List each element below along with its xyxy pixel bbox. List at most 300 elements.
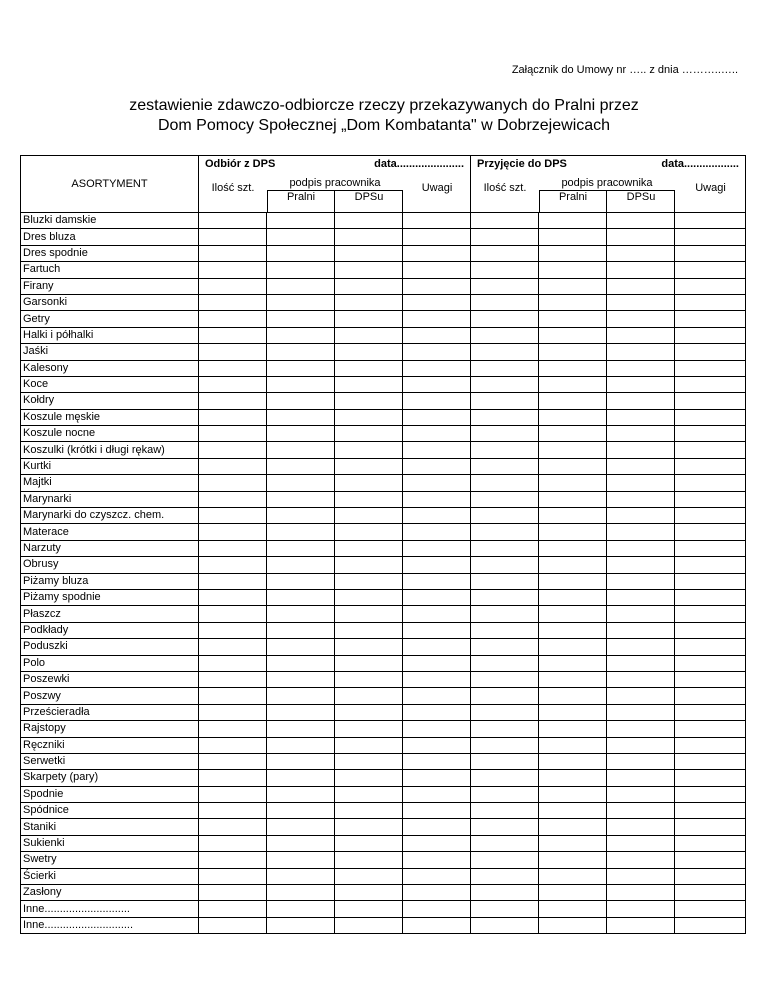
receipt-dps-sign-cell[interactable] [607,786,675,802]
pickup-qty-cell[interactable] [199,803,267,819]
pickup-laundry-sign-cell[interactable] [267,294,335,310]
receipt-dps-sign-cell[interactable] [607,262,675,278]
pickup-notes-cell[interactable] [403,262,471,278]
receipt-dps-sign-cell[interactable] [607,426,675,442]
pickup-dps-sign-cell[interactable] [335,360,403,376]
pickup-qty-cell[interactable] [199,213,267,229]
receipt-notes-cell[interactable] [675,508,746,524]
receipt-notes-cell[interactable] [675,262,746,278]
receipt-notes-cell[interactable] [675,721,746,737]
receipt-qty-cell[interactable] [471,344,539,360]
pickup-laundry-sign-cell[interactable] [267,327,335,343]
pickup-qty-cell[interactable] [199,868,267,884]
receipt-laundry-sign-cell[interactable] [539,442,607,458]
pickup-laundry-sign-cell[interactable] [267,885,335,901]
receipt-dps-sign-cell[interactable] [607,409,675,425]
receipt-notes-cell[interactable] [675,458,746,474]
receipt-dps-sign-cell[interactable] [607,213,675,229]
pickup-notes-cell[interactable] [403,786,471,802]
receipt-notes-cell[interactable] [675,344,746,360]
receipt-notes-cell[interactable] [675,311,746,327]
receipt-dps-sign-cell[interactable] [607,245,675,261]
receipt-notes-cell[interactable] [675,376,746,392]
pickup-notes-cell[interactable] [403,327,471,343]
pickup-notes-cell[interactable] [403,819,471,835]
receipt-qty-cell[interactable] [471,901,539,917]
pickup-qty-cell[interactable] [199,409,267,425]
receipt-laundry-sign-cell[interactable] [539,885,607,901]
receipt-laundry-sign-cell[interactable] [539,868,607,884]
receipt-laundry-sign-cell[interactable] [539,262,607,278]
receipt-qty-cell[interactable] [471,311,539,327]
pickup-notes-cell[interactable] [403,344,471,360]
receipt-notes-cell[interactable] [675,786,746,802]
pickup-notes-cell[interactable] [403,753,471,769]
pickup-dps-sign-cell[interactable] [335,311,403,327]
receipt-qty-cell[interactable] [471,245,539,261]
pickup-notes-cell[interactable] [403,622,471,638]
receipt-qty-cell[interactable] [471,606,539,622]
pickup-dps-sign-cell[interactable] [335,442,403,458]
receipt-laundry-sign-cell[interactable] [539,213,607,229]
pickup-laundry-sign-cell[interactable] [267,917,335,933]
receipt-notes-cell[interactable] [675,393,746,409]
receipt-qty-cell[interactable] [471,737,539,753]
pickup-qty-cell[interactable] [199,327,267,343]
pickup-laundry-sign-cell[interactable] [267,278,335,294]
pickup-qty-cell[interactable] [199,229,267,245]
receipt-qty-cell[interactable] [471,639,539,655]
receipt-qty-cell[interactable] [471,491,539,507]
pickup-qty-cell[interactable] [199,819,267,835]
receipt-notes-cell[interactable] [675,409,746,425]
pickup-qty-cell[interactable] [199,753,267,769]
pickup-qty-cell[interactable] [199,901,267,917]
pickup-qty-cell[interactable] [199,360,267,376]
receipt-laundry-sign-cell[interactable] [539,311,607,327]
receipt-qty-cell[interactable] [471,458,539,474]
receipt-dps-sign-cell[interactable] [607,770,675,786]
receipt-notes-cell[interactable] [675,475,746,491]
pickup-qty-cell[interactable] [199,917,267,933]
receipt-notes-cell[interactable] [675,606,746,622]
pickup-notes-cell[interactable] [403,376,471,392]
receipt-dps-sign-cell[interactable] [607,311,675,327]
receipt-notes-cell[interactable] [675,655,746,671]
pickup-dps-sign-cell[interactable] [335,327,403,343]
receipt-notes-cell[interactable] [675,639,746,655]
receipt-qty-cell[interactable] [471,426,539,442]
pickup-qty-cell[interactable] [199,852,267,868]
pickup-qty-cell[interactable] [199,311,267,327]
pickup-laundry-sign-cell[interactable] [267,458,335,474]
pickup-laundry-sign-cell[interactable] [267,721,335,737]
pickup-dps-sign-cell[interactable] [335,852,403,868]
receipt-qty-cell[interactable] [471,508,539,524]
receipt-notes-cell[interactable] [675,835,746,851]
receipt-dps-sign-cell[interactable] [607,622,675,638]
pickup-dps-sign-cell[interactable] [335,376,403,392]
receipt-dps-sign-cell[interactable] [607,393,675,409]
receipt-laundry-sign-cell[interactable] [539,852,607,868]
receipt-laundry-sign-cell[interactable] [539,770,607,786]
receipt-notes-cell[interactable] [675,803,746,819]
pickup-notes-cell[interactable] [403,737,471,753]
pickup-laundry-sign-cell[interactable] [267,376,335,392]
receipt-qty-cell[interactable] [471,885,539,901]
receipt-dps-sign-cell[interactable] [607,671,675,687]
pickup-qty-cell[interactable] [199,573,267,589]
pickup-laundry-sign-cell[interactable] [267,819,335,835]
pickup-qty-cell[interactable] [199,557,267,573]
receipt-notes-cell[interactable] [675,885,746,901]
receipt-laundry-sign-cell[interactable] [539,786,607,802]
receipt-notes-cell[interactable] [675,294,746,310]
receipt-laundry-sign-cell[interactable] [539,639,607,655]
receipt-qty-cell[interactable] [471,393,539,409]
receipt-dps-sign-cell[interactable] [607,360,675,376]
pickup-qty-cell[interactable] [199,458,267,474]
receipt-dps-sign-cell[interactable] [607,917,675,933]
receipt-qty-cell[interactable] [471,917,539,933]
receipt-qty-cell[interactable] [471,852,539,868]
pickup-dps-sign-cell[interactable] [335,491,403,507]
pickup-laundry-sign-cell[interactable] [267,573,335,589]
receipt-laundry-sign-cell[interactable] [539,704,607,720]
pickup-dps-sign-cell[interactable] [335,639,403,655]
pickup-laundry-sign-cell[interactable] [267,655,335,671]
pickup-dps-sign-cell[interactable] [335,737,403,753]
receipt-qty-cell[interactable] [471,278,539,294]
receipt-laundry-sign-cell[interactable] [539,229,607,245]
pickup-qty-cell[interactable] [199,671,267,687]
receipt-laundry-sign-cell[interactable] [539,491,607,507]
receipt-dps-sign-cell[interactable] [607,803,675,819]
receipt-qty-cell[interactable] [471,786,539,802]
receipt-laundry-sign-cell[interactable] [539,917,607,933]
pickup-laundry-sign-cell[interactable] [267,688,335,704]
pickup-dps-sign-cell[interactable] [335,901,403,917]
receipt-dps-sign-cell[interactable] [607,655,675,671]
pickup-notes-cell[interactable] [403,589,471,605]
pickup-notes-cell[interactable] [403,885,471,901]
pickup-notes-cell[interactable] [403,458,471,474]
pickup-qty-cell[interactable] [199,737,267,753]
pickup-qty-cell[interactable] [199,721,267,737]
receipt-laundry-sign-cell[interactable] [539,278,607,294]
pickup-notes-cell[interactable] [403,852,471,868]
receipt-notes-cell[interactable] [675,360,746,376]
receipt-laundry-sign-cell[interactable] [539,803,607,819]
pickup-notes-cell[interactable] [403,213,471,229]
receipt-dps-sign-cell[interactable] [607,901,675,917]
pickup-laundry-sign-cell[interactable] [267,524,335,540]
receipt-notes-cell[interactable] [675,442,746,458]
pickup-laundry-sign-cell[interactable] [267,229,335,245]
pickup-qty-cell[interactable] [199,606,267,622]
receipt-qty-cell[interactable] [471,589,539,605]
receipt-notes-cell[interactable] [675,327,746,343]
receipt-dps-sign-cell[interactable] [607,294,675,310]
receipt-notes-cell[interactable] [675,671,746,687]
pickup-dps-sign-cell[interactable] [335,803,403,819]
receipt-qty-cell[interactable] [471,360,539,376]
receipt-dps-sign-cell[interactable] [607,721,675,737]
pickup-dps-sign-cell[interactable] [335,540,403,556]
pickup-qty-cell[interactable] [199,245,267,261]
receipt-laundry-sign-cell[interactable] [539,557,607,573]
receipt-dps-sign-cell[interactable] [607,475,675,491]
receipt-laundry-sign-cell[interactable] [539,688,607,704]
pickup-laundry-sign-cell[interactable] [267,311,335,327]
pickup-laundry-sign-cell[interactable] [267,393,335,409]
receipt-notes-cell[interactable] [675,491,746,507]
pickup-notes-cell[interactable] [403,639,471,655]
pickup-laundry-sign-cell[interactable] [267,835,335,851]
pickup-dps-sign-cell[interactable] [335,229,403,245]
receipt-laundry-sign-cell[interactable] [539,606,607,622]
pickup-notes-cell[interactable] [403,311,471,327]
pickup-laundry-sign-cell[interactable] [267,557,335,573]
receipt-notes-cell[interactable] [675,819,746,835]
receipt-dps-sign-cell[interactable] [607,819,675,835]
receipt-notes-cell[interactable] [675,540,746,556]
pickup-notes-cell[interactable] [403,491,471,507]
pickup-dps-sign-cell[interactable] [335,573,403,589]
pickup-dps-sign-cell[interactable] [335,786,403,802]
pickup-notes-cell[interactable] [403,557,471,573]
pickup-qty-cell[interactable] [199,393,267,409]
receipt-qty-cell[interactable] [471,868,539,884]
receipt-dps-sign-cell[interactable] [607,278,675,294]
receipt-qty-cell[interactable] [471,540,539,556]
receipt-qty-cell[interactable] [471,753,539,769]
pickup-laundry-sign-cell[interactable] [267,262,335,278]
receipt-notes-cell[interactable] [675,737,746,753]
receipt-notes-cell[interactable] [675,622,746,638]
pickup-notes-cell[interactable] [403,442,471,458]
receipt-qty-cell[interactable] [471,688,539,704]
receipt-dps-sign-cell[interactable] [607,327,675,343]
pickup-notes-cell[interactable] [403,475,471,491]
receipt-laundry-sign-cell[interactable] [539,327,607,343]
receipt-qty-cell[interactable] [471,376,539,392]
pickup-qty-cell[interactable] [199,376,267,392]
receipt-laundry-sign-cell[interactable] [539,360,607,376]
receipt-dps-sign-cell[interactable] [607,704,675,720]
pickup-notes-cell[interactable] [403,245,471,261]
receipt-qty-cell[interactable] [471,819,539,835]
pickup-laundry-sign-cell[interactable] [267,475,335,491]
receipt-qty-cell[interactable] [471,704,539,720]
pickup-laundry-sign-cell[interactable] [267,589,335,605]
pickup-dps-sign-cell[interactable] [335,753,403,769]
pickup-qty-cell[interactable] [199,524,267,540]
pickup-qty-cell[interactable] [199,475,267,491]
pickup-laundry-sign-cell[interactable] [267,639,335,655]
receipt-laundry-sign-cell[interactable] [539,721,607,737]
receipt-laundry-sign-cell[interactable] [539,524,607,540]
pickup-qty-cell[interactable] [199,655,267,671]
receipt-notes-cell[interactable] [675,229,746,245]
pickup-qty-cell[interactable] [199,835,267,851]
receipt-laundry-sign-cell[interactable] [539,294,607,310]
receipt-qty-cell[interactable] [471,475,539,491]
pickup-qty-cell[interactable] [199,262,267,278]
receipt-laundry-sign-cell[interactable] [539,753,607,769]
pickup-laundry-sign-cell[interactable] [267,508,335,524]
receipt-notes-cell[interactable] [675,573,746,589]
pickup-laundry-sign-cell[interactable] [267,245,335,261]
pickup-dps-sign-cell[interactable] [335,344,403,360]
pickup-dps-sign-cell[interactable] [335,770,403,786]
receipt-dps-sign-cell[interactable] [607,344,675,360]
pickup-dps-sign-cell[interactable] [335,655,403,671]
pickup-laundry-sign-cell[interactable] [267,606,335,622]
pickup-dps-sign-cell[interactable] [335,393,403,409]
pickup-laundry-sign-cell[interactable] [267,868,335,884]
pickup-dps-sign-cell[interactable] [335,294,403,310]
pickup-dps-sign-cell[interactable] [335,671,403,687]
receipt-notes-cell[interactable] [675,852,746,868]
receipt-laundry-sign-cell[interactable] [539,589,607,605]
receipt-qty-cell[interactable] [471,327,539,343]
receipt-notes-cell[interactable] [675,901,746,917]
receipt-dps-sign-cell[interactable] [607,557,675,573]
pickup-qty-cell[interactable] [199,278,267,294]
pickup-laundry-sign-cell[interactable] [267,491,335,507]
receipt-laundry-sign-cell[interactable] [539,671,607,687]
pickup-qty-cell[interactable] [199,770,267,786]
receipt-dps-sign-cell[interactable] [607,606,675,622]
pickup-notes-cell[interactable] [403,278,471,294]
receipt-laundry-sign-cell[interactable] [539,344,607,360]
receipt-laundry-sign-cell[interactable] [539,245,607,261]
receipt-dps-sign-cell[interactable] [607,852,675,868]
pickup-notes-cell[interactable] [403,360,471,376]
receipt-dps-sign-cell[interactable] [607,688,675,704]
pickup-laundry-sign-cell[interactable] [267,901,335,917]
pickup-laundry-sign-cell[interactable] [267,409,335,425]
pickup-notes-cell[interactable] [403,655,471,671]
pickup-notes-cell[interactable] [403,573,471,589]
receipt-laundry-sign-cell[interactable] [539,540,607,556]
receipt-dps-sign-cell[interactable] [607,868,675,884]
receipt-dps-sign-cell[interactable] [607,737,675,753]
receipt-qty-cell[interactable] [471,803,539,819]
receipt-notes-cell[interactable] [675,426,746,442]
receipt-qty-cell[interactable] [471,294,539,310]
pickup-laundry-sign-cell[interactable] [267,671,335,687]
receipt-qty-cell[interactable] [471,721,539,737]
receipt-qty-cell[interactable] [471,770,539,786]
receipt-dps-sign-cell[interactable] [607,508,675,524]
pickup-dps-sign-cell[interactable] [335,475,403,491]
pickup-notes-cell[interactable] [403,868,471,884]
pickup-qty-cell[interactable] [199,344,267,360]
receipt-notes-cell[interactable] [675,917,746,933]
receipt-qty-cell[interactable] [471,835,539,851]
pickup-qty-cell[interactable] [199,688,267,704]
pickup-laundry-sign-cell[interactable] [267,704,335,720]
pickup-dps-sign-cell[interactable] [335,688,403,704]
pickup-notes-cell[interactable] [403,229,471,245]
pickup-notes-cell[interactable] [403,671,471,687]
pickup-laundry-sign-cell[interactable] [267,360,335,376]
pickup-qty-cell[interactable] [199,885,267,901]
pickup-qty-cell[interactable] [199,491,267,507]
receipt-laundry-sign-cell[interactable] [539,622,607,638]
receipt-dps-sign-cell[interactable] [607,458,675,474]
receipt-notes-cell[interactable] [675,770,746,786]
pickup-dps-sign-cell[interactable] [335,704,403,720]
receipt-dps-sign-cell[interactable] [607,491,675,507]
pickup-qty-cell[interactable] [199,540,267,556]
pickup-qty-cell[interactable] [199,704,267,720]
pickup-laundry-sign-cell[interactable] [267,622,335,638]
pickup-notes-cell[interactable] [403,426,471,442]
receipt-qty-cell[interactable] [471,671,539,687]
receipt-qty-cell[interactable] [471,622,539,638]
pickup-laundry-sign-cell[interactable] [267,852,335,868]
pickup-qty-cell[interactable] [199,508,267,524]
receipt-laundry-sign-cell[interactable] [539,409,607,425]
receipt-qty-cell[interactable] [471,524,539,540]
pickup-qty-cell[interactable] [199,294,267,310]
receipt-laundry-sign-cell[interactable] [539,376,607,392]
pickup-dps-sign-cell[interactable] [335,426,403,442]
receipt-laundry-sign-cell[interactable] [539,508,607,524]
pickup-notes-cell[interactable] [403,540,471,556]
pickup-qty-cell[interactable] [199,622,267,638]
receipt-dps-sign-cell[interactable] [607,589,675,605]
receipt-qty-cell[interactable] [471,442,539,458]
receipt-qty-cell[interactable] [471,409,539,425]
pickup-dps-sign-cell[interactable] [335,409,403,425]
pickup-notes-cell[interactable] [403,835,471,851]
receipt-notes-cell[interactable] [675,557,746,573]
pickup-laundry-sign-cell[interactable] [267,753,335,769]
receipt-notes-cell[interactable] [675,704,746,720]
receipt-notes-cell[interactable] [675,753,746,769]
pickup-laundry-sign-cell[interactable] [267,770,335,786]
pickup-notes-cell[interactable] [403,803,471,819]
pickup-notes-cell[interactable] [403,393,471,409]
pickup-dps-sign-cell[interactable] [335,819,403,835]
receipt-notes-cell[interactable] [675,524,746,540]
pickup-dps-sign-cell[interactable] [335,262,403,278]
receipt-dps-sign-cell[interactable] [607,229,675,245]
receipt-laundry-sign-cell[interactable] [539,458,607,474]
pickup-dps-sign-cell[interactable] [335,622,403,638]
pickup-notes-cell[interactable] [403,688,471,704]
pickup-laundry-sign-cell[interactable] [267,426,335,442]
pickup-qty-cell[interactable] [199,426,267,442]
pickup-dps-sign-cell[interactable] [335,835,403,851]
pickup-qty-cell[interactable] [199,639,267,655]
pickup-dps-sign-cell[interactable] [335,508,403,524]
pickup-dps-sign-cell[interactable] [335,721,403,737]
pickup-notes-cell[interactable] [403,917,471,933]
receipt-notes-cell[interactable] [675,278,746,294]
receipt-laundry-sign-cell[interactable] [539,901,607,917]
pickup-laundry-sign-cell[interactable] [267,344,335,360]
pickup-notes-cell[interactable] [403,508,471,524]
receipt-laundry-sign-cell[interactable] [539,475,607,491]
pickup-dps-sign-cell[interactable] [335,868,403,884]
receipt-dps-sign-cell[interactable] [607,753,675,769]
receipt-dps-sign-cell[interactable] [607,573,675,589]
